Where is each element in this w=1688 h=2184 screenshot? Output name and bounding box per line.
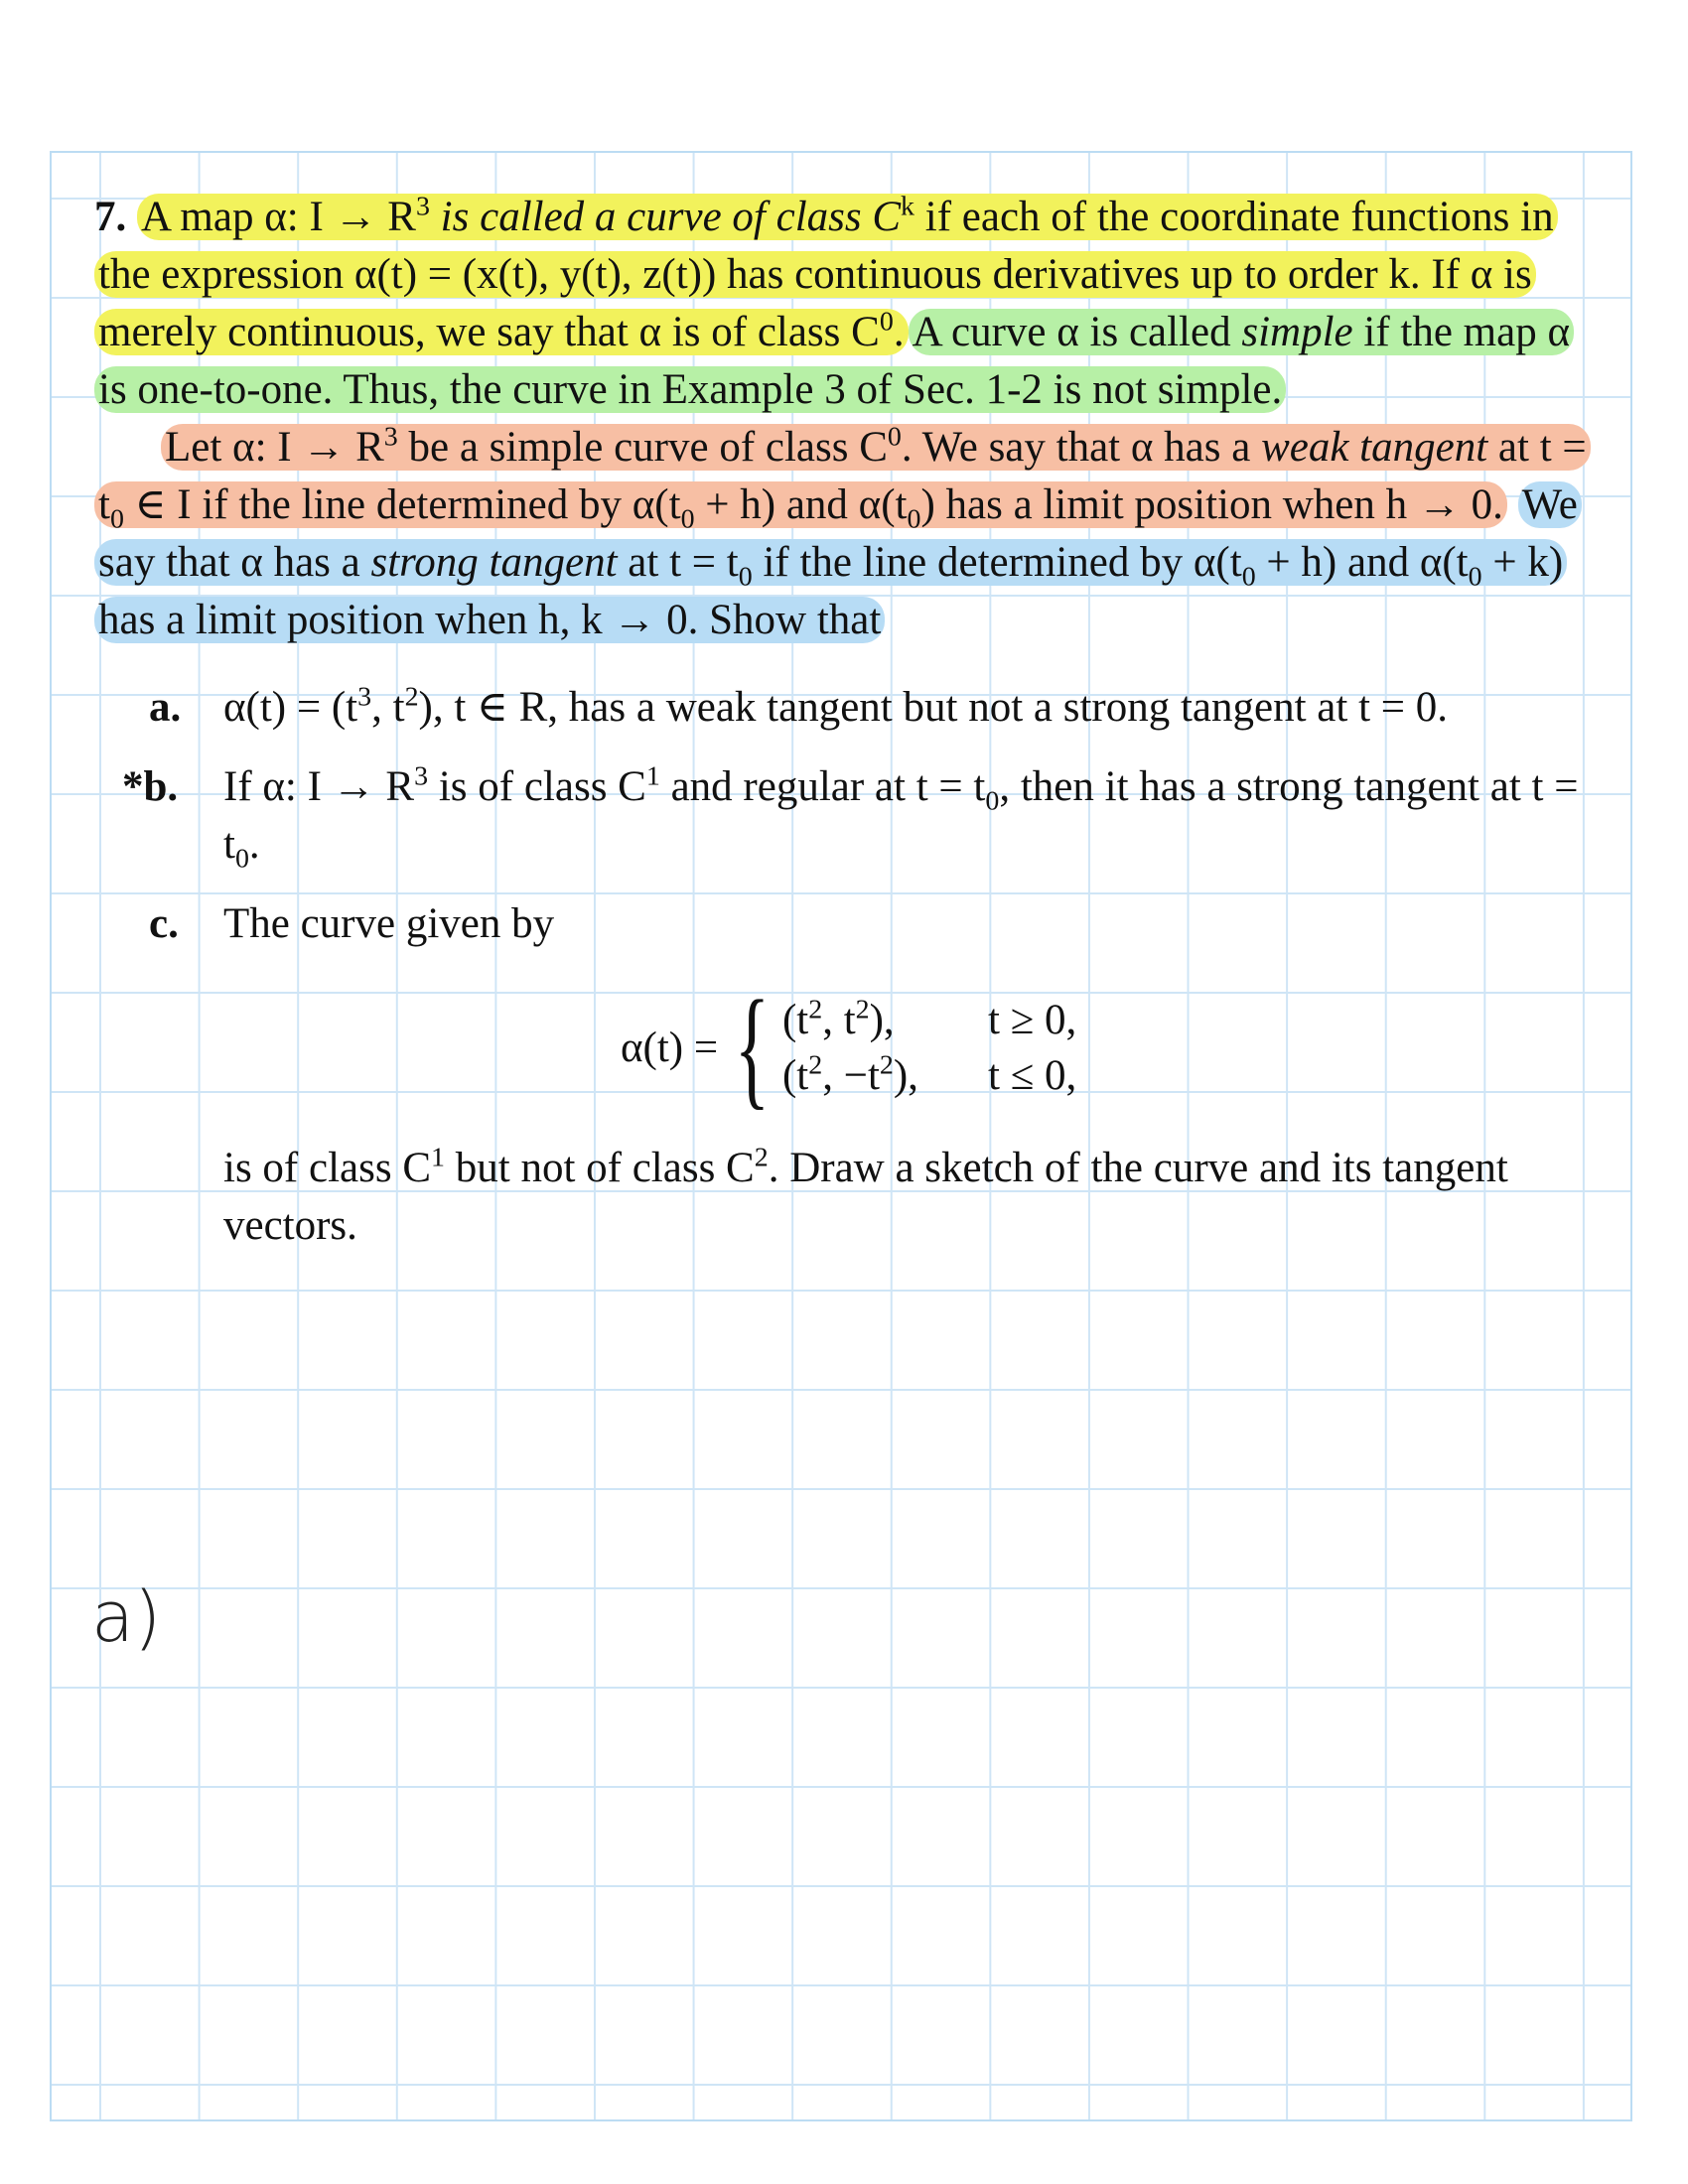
paragraph-definition: [94, 189, 1594, 419]
problem-number: 7.: [94, 194, 127, 240]
highlight-yellow: A map α: $I \to R^3$ is called a curve of class $C^k$ if each of the coordinate functions in the expression α(t) = (x(t), y(t), z(t)) has continuous derivatives up to order k. If α is merely continuous, we say that α is of class $C^0$.: [94, 194, 1558, 355]
left-brace: {: [734, 974, 771, 1122]
problem-text: [94, 189, 1594, 1255]
item-b-label: *b.: [122, 763, 179, 810]
cases-table: [776, 993, 1076, 1104]
item-c-label: c.: [149, 900, 179, 947]
highlight-blue: We say that α has a strong tangent at $t = t_0$ if the line determined by $\alpha(t_0 + h)$ and $\alpha(t_0 + k)$ has a limit position when h, k → 0. Show that: [94, 481, 1582, 643]
item-c-continuation: is of class $C^1$ but not of class $C^2$. Draw a sketch of the curve and its tangent vectors.: [223, 1142, 1508, 1249]
highlight-orange: Let α: $I \to R^3$ be a simple curve of class $C^0$. We say that α has a weak tangent at $t = t_0$ ∈ I if the line determined by $\alpha(t_0 + h)$ and $\alpha(t_0)$ has a limit position when h → 0.: [94, 424, 1591, 528]
handwritten-note: a): [91, 1576, 162, 1658]
item-a-label: a.: [149, 684, 182, 731]
case-row: ($t^2$, $t^2$), t ≥ 0,: [781, 994, 1077, 1043]
item-a: a. $\alpha(t) = (t^3$, $t^2$), t ∈ R, has a weak tangent but not a strong tangent at t = 0.: [94, 679, 1594, 737]
paragraph-tangents: [94, 419, 1594, 649]
item-c: c. The curve given by: [94, 895, 1594, 953]
item-b: *b. If α: $I \to R^3$ is of class $C^1$ and regular at $t = t_0$, then it has a strong tangent at $t = t_0$.: [94, 758, 1594, 874]
piecewise-formula: [621, 974, 1594, 1122]
case-row: ($t^2$, $-t^2$), t ≤ 0,: [781, 1049, 1077, 1099]
highlight-green: A curve α is called simple if the map α is one-to-one. Thus, the curve in Example 3 of Sec. 1-2 is not simple.: [94, 309, 1574, 413]
formula-lhs: α(t) =: [621, 1024, 719, 1071]
